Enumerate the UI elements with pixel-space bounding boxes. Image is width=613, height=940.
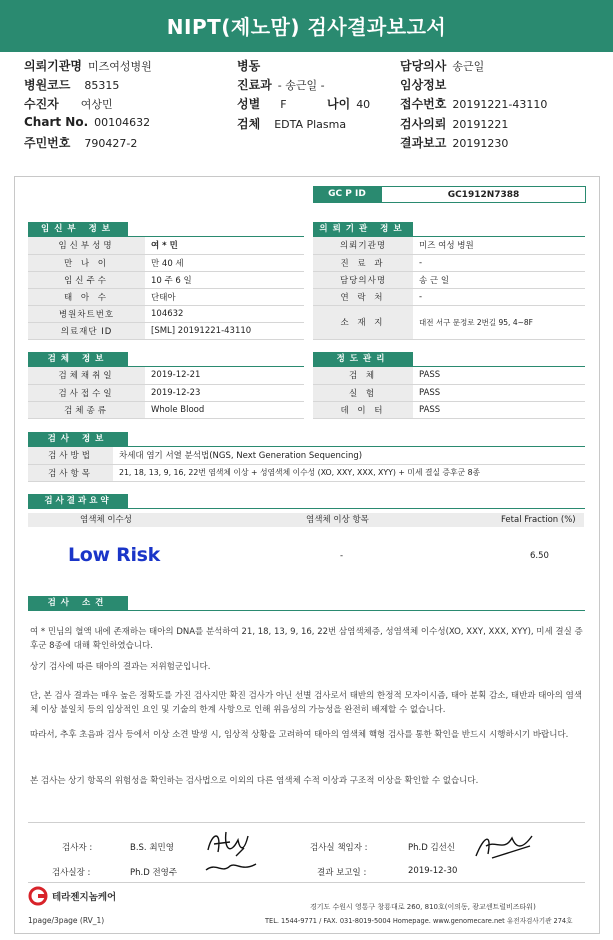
table-row [28, 237, 304, 254]
header-receipt-no: 접수번호 20191221-43110 [400, 97, 548, 111]
table-row [28, 254, 304, 271]
company-name: 테라젠지놈케어 [52, 892, 117, 903]
row-label: 병원차트번호 [28, 305, 145, 322]
summary-col-items: 염색체 이상 항목 [306, 515, 369, 525]
qc-table [313, 367, 585, 419]
specimen-table [28, 367, 304, 419]
row-label: 임신부성명 [28, 237, 145, 254]
row-label: 임신주수 [28, 271, 145, 288]
row-label: 의료재단 ID [28, 322, 145, 339]
opinion-paragraph: 상기 검사에 따른 태아의 결과는 저위험군입니다. [30, 662, 211, 672]
row-value: 차세대 염기 서열 분석법(NGS, Next Generation Sequencing) [113, 447, 585, 464]
report-date-value: 2019-12-30 [408, 866, 458, 876]
company-contact: TEL. 1544-9771 / FAX. 031-8019-5004 Homepage. www.genomecare.net 유전자검사기관 274호 [265, 917, 573, 925]
section-divider [28, 508, 585, 509]
header-clinical: 임상정보 [400, 78, 447, 92]
header-doctor: 담당의사 송근일 [400, 59, 485, 73]
opinion-paragraph: 단, 본 검사 결과는 매우 높은 정확도를 가진 검사지만 확진 검사가 아닌 선별 검사로서 태반의 한정적 모자이시즘, 태아 분획 감소, 태반과 태아의 염색체 이상 불일치 등의 임상적인 요인 및 기술의 한계 사항으로 인해 위음성의 가능성을 완전히 배제할 수 없습니다. [30, 691, 583, 715]
table-row [28, 367, 304, 384]
page-indicator: 1page/3page (RV_1) [28, 916, 105, 925]
company-address: 경기도 수원시 영통구 창룡대로 260, 810호(이의동, 광교센트럴비즈타워) [310, 903, 536, 911]
row-value: 단태아 [145, 288, 304, 305]
test-table [28, 447, 585, 482]
summary-col-fetal: Fetal Fraction (%) [501, 515, 576, 525]
header-chart-no: Chart No. 00104632 [24, 115, 151, 129]
row-value: Whole Blood [145, 401, 304, 418]
row-value: 2019-12-23 [145, 384, 304, 401]
opinion-paragraph: 여 * 민님의 혈액 내에 존재하는 태아의 DNA를 분석하여 21, 18, 13, 9, 16, 22번 삼염색체증, 성염색체 이수성(XO, XXY, XXX, XYY), 미세 결실 증후군 8종에 대해 확인하였습니다. [30, 627, 583, 651]
result-risk-level: Low Risk [68, 544, 161, 566]
signature-scribble-tester [200, 822, 262, 882]
table-row [28, 288, 304, 305]
row-value: [SML] 20191221-43110 [145, 322, 304, 339]
manager-label: 검사실 책임자 : [310, 843, 368, 853]
signature-divider [28, 822, 585, 823]
row-label: 만 나 이 [28, 254, 145, 271]
manager-name: Ph.D 김선신 [408, 843, 456, 853]
table-row [313, 237, 585, 254]
result-items: - [340, 551, 344, 561]
table-row [28, 464, 585, 481]
header-report-date: 결과보고 20191230 [400, 136, 509, 150]
gcpid-label: GC P ID [313, 186, 381, 203]
row-label: 담당의사명 [313, 271, 413, 288]
tester-name: B.S. 최민영 [130, 843, 174, 853]
row-label: 연 락 처 [313, 288, 413, 305]
row-value: 대전 서구 문정로 2번길 95, 4~8F [413, 305, 585, 339]
summary-header [28, 513, 584, 527]
header-institution: 의뢰기관명 미즈여성병원 [24, 59, 152, 73]
row-value: 2019-12-21 [145, 367, 304, 384]
section-qc-title: 정도관리 [313, 352, 413, 366]
header-ward: 병동 [237, 59, 261, 73]
table-row [313, 367, 585, 384]
table-row [28, 271, 304, 288]
row-label: 검체종류 [28, 401, 145, 418]
header-dept: 진료과 - 송근일 - [237, 78, 325, 92]
tester-label: 검사자 : [62, 843, 93, 853]
row-value: 여 * 민 [145, 237, 304, 254]
row-label: 의뢰기관명 [313, 237, 413, 254]
section-divider [28, 610, 585, 611]
table-row [313, 305, 585, 339]
table-row [313, 401, 585, 418]
section-specimen-title: 검체 정보 [28, 352, 128, 366]
section-opinion-title: 검사 소견 [28, 596, 128, 610]
table-row [28, 305, 304, 322]
row-label: 검 체 [313, 367, 413, 384]
row-value: 만 40 세 [145, 254, 304, 271]
table-row [28, 322, 304, 339]
header-resident-no: 주민번호 790427-2 [24, 136, 138, 150]
header-request-date: 검사의뢰 20191221 [400, 117, 509, 131]
director-name: Ph.D 전영주 [130, 868, 178, 878]
header-hospital-code: 병원코드 85315 [24, 78, 120, 92]
summary-col-aneuploidy: 염색체 이수성 [80, 515, 132, 525]
opinion-paragraph: 따라서, 추후 초음파 검사 등에서 이상 소견 발생 시, 임상적 상황을 고려하여 태아의 염색체 핵형 검사를 통한 확인을 반드시 시행하시기 바랍니다. [30, 730, 569, 740]
footer-divider [28, 882, 585, 883]
section-pregnant-title: 임신부 정보 [28, 222, 128, 236]
pregnant-table [28, 237, 304, 340]
institution-table [313, 237, 585, 340]
row-label: 태 아 수 [28, 288, 145, 305]
header-sex: 성별 F [237, 97, 287, 111]
row-label: 데 이 터 [313, 401, 413, 418]
header-age: 나이 40 [327, 97, 371, 111]
row-label: 검사방법 [28, 447, 113, 464]
section-institution-title: 의뢰기관 정보 [313, 222, 413, 236]
company-logo-icon [28, 886, 48, 906]
director-label: 검사실장 : [52, 868, 91, 878]
section-test-title: 검사 정보 [28, 432, 128, 446]
signature-scribble-manager [470, 826, 540, 866]
header-specimen: 검체 EDTA Plasma [237, 117, 347, 131]
section-summary-title: 검사결과요약 [28, 494, 128, 508]
table-row [28, 447, 585, 464]
row-value: 104632 [145, 305, 304, 322]
row-value: PASS [413, 367, 585, 384]
header-receiver: 수진자 여상민 [24, 97, 113, 111]
report-date-label: 결과 보고일 : [317, 868, 367, 878]
row-value: 송 근 일 [413, 271, 585, 288]
row-value: 10 주 6 일 [145, 271, 304, 288]
row-label: 검체채취일 [28, 367, 145, 384]
table-row [28, 401, 304, 418]
opinion-paragraph: 본 검사는 상기 항목의 위험성을 확인하는 검사법으로 이외의 다른 염색체 수적 이상과 구조적 이상을 확인할 수 없습니다. [30, 776, 479, 786]
row-label: 진 료 과 [313, 254, 413, 271]
table-row [313, 271, 585, 288]
row-value: 21, 18, 13, 9, 16, 22번 염색체 이상 + 성염색체 이수성 (XO, XXY, XXX, XYY) + 미세 결실 증후군 8종 [113, 464, 585, 481]
row-value: PASS [413, 401, 585, 418]
table-row [28, 384, 304, 401]
result-fetal-fraction: 6.50 [530, 551, 549, 561]
table-row [313, 254, 585, 271]
row-value: - [413, 288, 585, 305]
table-row [313, 288, 585, 305]
row-label: 검사접수일 [28, 384, 145, 401]
table-row [313, 384, 585, 401]
row-label: 검사항목 [28, 464, 113, 481]
row-value: 미즈 여성 병원 [413, 237, 585, 254]
row-label: 소 재 지 [313, 305, 413, 339]
report-title: NIPT(제노맘) 검사결과보고서 [0, 0, 613, 52]
row-value: PASS [413, 384, 585, 401]
row-label: 실 험 [313, 384, 413, 401]
gcpid-value: GC1912N7388 [381, 186, 586, 203]
row-value: - [413, 254, 585, 271]
